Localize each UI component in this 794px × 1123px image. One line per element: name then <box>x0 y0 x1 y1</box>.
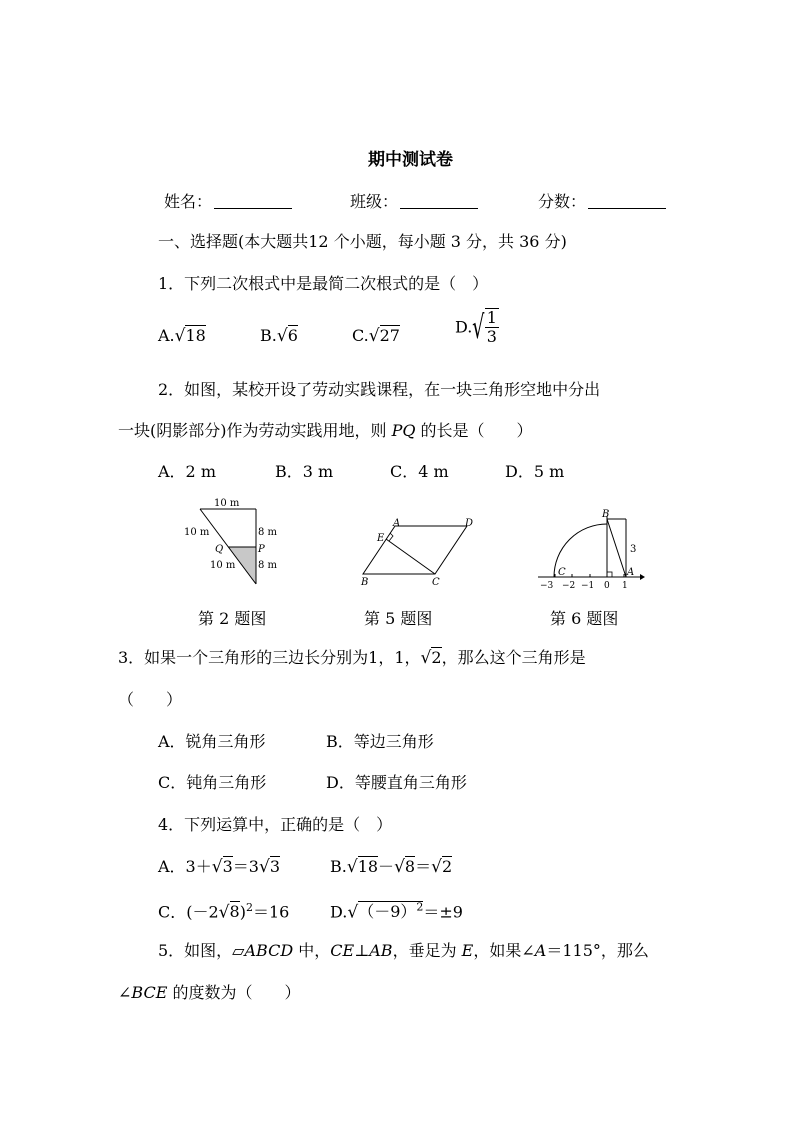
q1-option-b <box>260 326 298 346</box>
q4-d-rad-wrap <box>358 901 423 921</box>
fig6-label-3: 3 <box>630 544 637 555</box>
q4-d-pre: D. <box>330 902 348 922</box>
q5-var-ab: AB <box>369 941 393 960</box>
q4-c-eq: ＝16 <box>252 902 290 922</box>
q1-a-radicand: 18 <box>185 326 206 345</box>
q5-var-a: A <box>534 941 547 960</box>
q5-line1 <box>158 941 649 961</box>
fig2-label-right-upper: 8 m <box>258 527 278 538</box>
q2-option-c: C．4 m <box>390 462 449 481</box>
q2-line2-a: 一块(阴影部分)作为劳动实践用地，则 <box>118 421 392 440</box>
q4-option-b <box>330 857 452 877</box>
sqrt-icon: √ <box>258 857 270 877</box>
sqrt-icon: √ <box>346 857 358 877</box>
score-field <box>538 192 666 212</box>
q5-l1-f: ＝115°，那么 <box>546 941 649 960</box>
sqrt-icon: √ <box>472 308 485 346</box>
fig6-label-c: C <box>558 567 566 578</box>
q1-d-prefix: D. <box>455 317 473 337</box>
q1-d-fraction <box>485 308 499 346</box>
fig2-label-left-upper: 10 m <box>184 527 210 538</box>
q1-a-prefix: A. <box>158 326 175 345</box>
axis-arrow-icon <box>640 574 645 580</box>
fig6-tick-neg3: −3 <box>540 581 554 591</box>
fig2-label-left-lower: 10 m <box>210 560 236 571</box>
fig6-tick-neg2: −2 <box>562 581 576 591</box>
q4-c-pre: C．(－2 <box>158 902 219 922</box>
q4-b-rad1: 18 <box>357 857 379 876</box>
name-field <box>164 192 292 212</box>
name-label: 姓名： <box>164 192 213 211</box>
fig6-label-a: A <box>627 567 635 578</box>
q3-option-c: C．钝角三角形 <box>158 773 267 792</box>
name-blank[interactable] <box>214 192 292 209</box>
q5-l1-d: ，垂足为 <box>392 941 462 960</box>
figure-q6 <box>534 504 646 594</box>
q5-var-e: E <box>461 941 474 960</box>
score-blank[interactable] <box>588 192 666 209</box>
q3-stem-a: 3．如果一个三角形的三边长分别为1，1， <box>118 648 421 667</box>
fig2-label-right-lower: 8 m <box>258 560 278 571</box>
fig2-label-top: 10 m <box>214 498 240 509</box>
q4-option-d <box>330 898 463 922</box>
class-label: 班级： <box>350 192 399 211</box>
q4-b-pre: B. <box>330 857 347 876</box>
q4-b-rad2: 8 <box>404 857 416 876</box>
q4-b-eq: ＝ <box>415 857 432 876</box>
fig5-label-c: C <box>432 577 440 588</box>
q1-stem: 1．下列二次根式中是最简二次根式的是（ ） <box>158 274 489 293</box>
q2-option-d: D．5 m <box>505 462 565 481</box>
q3-option-d: D．等腰直角三角形 <box>326 773 467 792</box>
fig5-label-a: A <box>393 518 401 529</box>
sqrt-icon: √ <box>394 857 405 877</box>
sqrt-icon: √ <box>431 857 442 877</box>
class-field <box>350 192 478 212</box>
fig6-caption: 第 6 题图 <box>550 609 619 628</box>
q1-b-prefix: B. <box>260 326 277 345</box>
q3-stem-radicand: 2 <box>431 648 442 667</box>
q4-b-rad3: 2 <box>441 857 453 876</box>
q4-c-sup: 2 <box>245 901 253 914</box>
q2-var-pq: PQ <box>391 421 416 440</box>
q3-stem <box>118 648 586 668</box>
q1-d-denominator: 3 <box>486 327 497 346</box>
sqrt-icon: √ <box>276 326 288 346</box>
q5-var-bce: BCE <box>131 983 168 1002</box>
q1-c-prefix: C. <box>352 326 369 345</box>
fig6-tick-0: 0 <box>604 581 610 591</box>
q3-paren: （ ） <box>118 690 183 709</box>
q1-d-numerator: 1 <box>486 308 497 327</box>
q2-line2 <box>118 421 533 441</box>
q4-c-rad: 8 <box>229 902 240 922</box>
q4-d-eq: ＝±9 <box>423 902 463 922</box>
figure-q2 <box>176 494 286 594</box>
sqrt-icon: √ <box>420 648 432 668</box>
fig5-label-e: E <box>377 533 385 544</box>
sqrt-icon: √ <box>347 902 359 923</box>
sqrt-icon: √ <box>218 902 230 923</box>
q3-option-a: A．锐角三角形 <box>158 732 266 751</box>
fig2-label-p: P <box>258 544 265 555</box>
q5-l1-a: 5．如图，▱ <box>158 941 245 960</box>
fig6-tick-neg1: −1 <box>581 581 595 591</box>
q5-l1-e: ，如果∠ <box>473 941 535 960</box>
q3-option-b: B．等边三角形 <box>326 732 434 751</box>
sqrt-icon: √ <box>211 857 223 877</box>
q4-a-mid: ＝3 <box>232 857 259 876</box>
score-label: 分数： <box>538 192 587 211</box>
page-title: 期中测试卷 <box>368 150 453 170</box>
q5-l1-c: ⊥ <box>354 941 370 960</box>
sqrt-icon: √ <box>174 326 186 346</box>
q4-d-sup: 2 <box>416 901 424 914</box>
fig2-label-q: Q <box>215 544 224 555</box>
q4-b-minus: － <box>378 857 395 876</box>
q4-d-rad: （－9） <box>358 902 417 922</box>
q4-a-pre: A．3＋ <box>158 857 212 876</box>
q1-option-c <box>352 326 400 346</box>
q2-option-b: B．3 m <box>275 462 334 481</box>
q5-l2-a: ∠ <box>118 983 132 1002</box>
fig5-label-d: D <box>465 518 474 529</box>
q1-option-a <box>158 326 206 346</box>
fig5-caption: 第 5 题图 <box>364 609 433 628</box>
q5-line2 <box>118 983 300 1003</box>
class-blank[interactable] <box>400 192 478 209</box>
fig6-label-b: B <box>602 509 610 520</box>
sqrt-icon: √ <box>368 326 380 346</box>
q4-stem: 4．下列运算中，正确的是（ ） <box>158 815 393 834</box>
q5-var-abcd: ABCD <box>244 941 294 960</box>
fig2-caption: 第 2 题图 <box>198 609 267 628</box>
section-heading: 一、选择题(本大题共12 个小题，每小题 3 分，共 36 分) <box>158 232 567 251</box>
q4-a-rad: 3 <box>222 857 233 876</box>
q3-stem-b: ，那么这个三角形是 <box>441 648 586 667</box>
q4-c-post: ) <box>239 902 246 922</box>
fig6-tick-1: 1 <box>622 581 628 591</box>
q5-l2-b: 的度数为（ ） <box>167 983 301 1002</box>
q1-c-radicand: 27 <box>379 326 400 345</box>
q1-option-d <box>455 308 499 346</box>
q1-b-radicand: 6 <box>287 326 298 345</box>
fig5-label-b: B <box>361 577 369 588</box>
q5-var-ce: CE <box>330 941 355 960</box>
q4-a-rad2: 3 <box>269 857 280 876</box>
figure-q5 <box>355 514 485 594</box>
q2-line1: 2．如图，某校开设了劳动实践课程，在一块三角形空地中分出 <box>158 380 601 399</box>
q4-option-c <box>158 898 289 922</box>
q2-option-a: A．2 m <box>158 462 216 481</box>
q5-l1-b: 中， <box>293 941 331 960</box>
q4-option-a <box>158 857 280 877</box>
q2-line2-b: 的长是（ ） <box>415 421 533 440</box>
